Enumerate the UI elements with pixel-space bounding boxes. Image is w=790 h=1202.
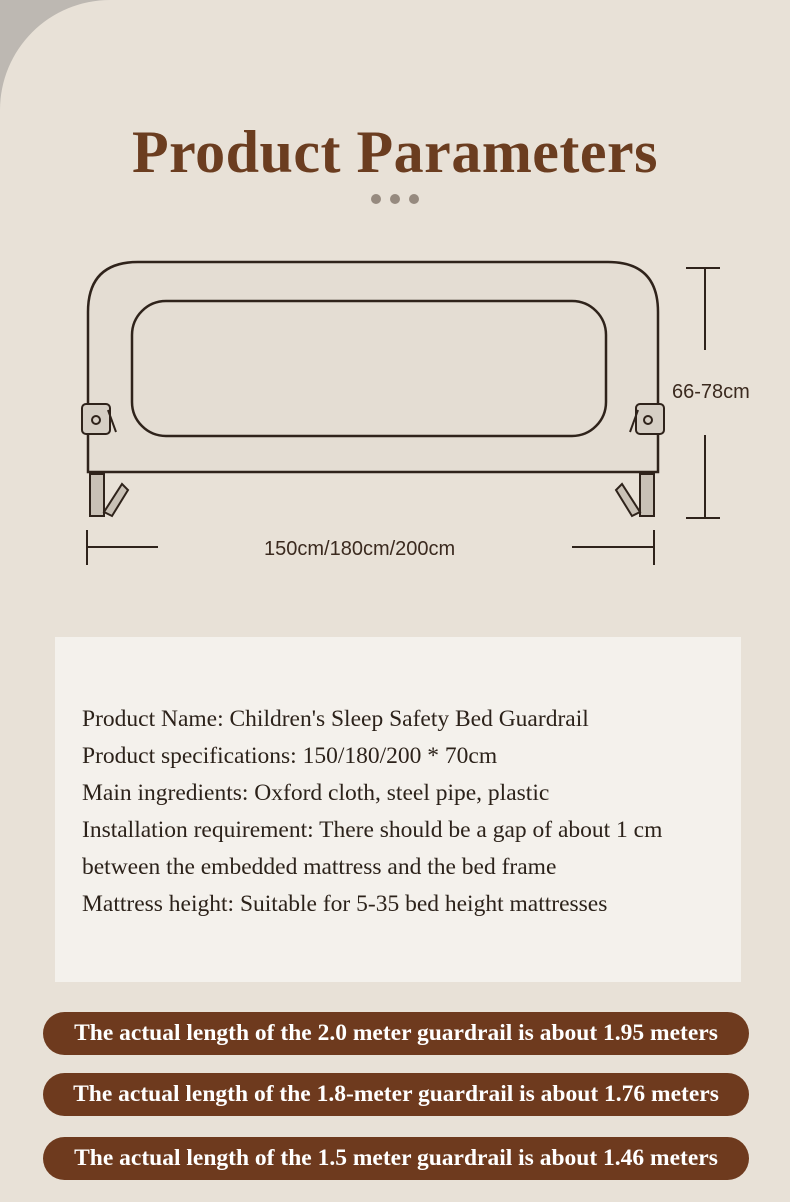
spec-installation: Installation requirement: There should be a gap of about 1 cm [82,817,663,843]
right-support-foot [616,474,654,516]
spec-ingredients: Main ingredients: Oxford cloth, steel pipe, plastic [82,780,550,806]
spec-installation-continued: between the embedded mattress and the bed frame [82,854,557,880]
page-title: Product Parameters [131,119,659,185]
note-2-0-meter: The actual length of the 2.0 meter guardrail is about 1.95 meters [43,1012,749,1055]
left-support-foot [90,474,128,516]
specs-list [82,701,662,923]
note-1-8-meter: The actual length of the 1.8-meter guardrail is about 1.76 meters [43,1073,749,1116]
height-dimension-label: 66-78cm [672,381,750,403]
length-dimension-label: 150cm/180cm/200cm [264,538,456,560]
guardrail-diagram [0,0,790,600]
spec-product-name: Product Name: Children's Sleep Safety Bed Guardrail [82,706,589,732]
spec-mattress-height: Mattress height: Suitable for 5-35 bed height mattresses [82,891,608,917]
note-1-5-meter: The actual length of the 1.5 meter guardrail is about 1.46 meters [43,1137,749,1180]
spec-specifications: Product specifications: 150/180/200 * 70cm [82,743,498,769]
left-hinge-clip [82,404,116,434]
right-hinge-clip [630,404,664,434]
guardrail-mesh-panel [132,301,606,436]
